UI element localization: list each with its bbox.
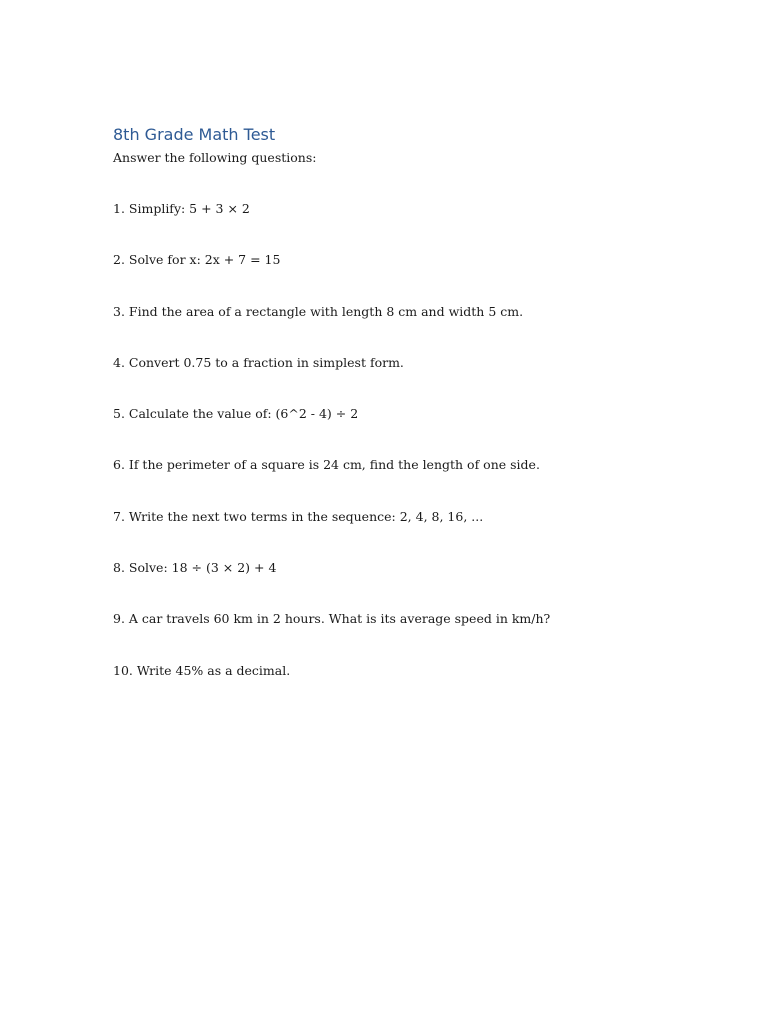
question-4: 4. Convert 0.75 to a fraction in simplest form. bbox=[113, 354, 404, 370]
question-10: 10. Write 45% as a decimal. bbox=[113, 662, 291, 678]
question-1: 1. Simplify: 5 + 3 × 2 bbox=[113, 201, 250, 216]
document-title: 8th Grade Math Test bbox=[113, 125, 276, 144]
question-3: 3. Find the area of a rectangle with length 8 cm and width 5 cm. bbox=[113, 303, 524, 319]
question-list bbox=[113, 200, 550, 713]
question-9: 9. A car travels 60 km in 2 hours. What is its average speed in km/h? bbox=[113, 611, 551, 627]
question-8: 8. Solve: 18 ÷ (3 × 2) + 4 bbox=[113, 560, 277, 576]
question-7: 7. Write the next two terms in the sequence: 2, 4, 8, 16, ... bbox=[113, 508, 484, 524]
question-2: 2. Solve for x: 2x + 7 = 15 bbox=[113, 252, 281, 268]
instructions-text: Answer the following questions: bbox=[113, 150, 317, 165]
question-6: 6. If the perimeter of a square is 24 cm, find the length of one side. bbox=[113, 457, 540, 473]
question-5: 5. Calculate the value of: (6^2 - 4) ÷ 2 bbox=[113, 406, 359, 422]
